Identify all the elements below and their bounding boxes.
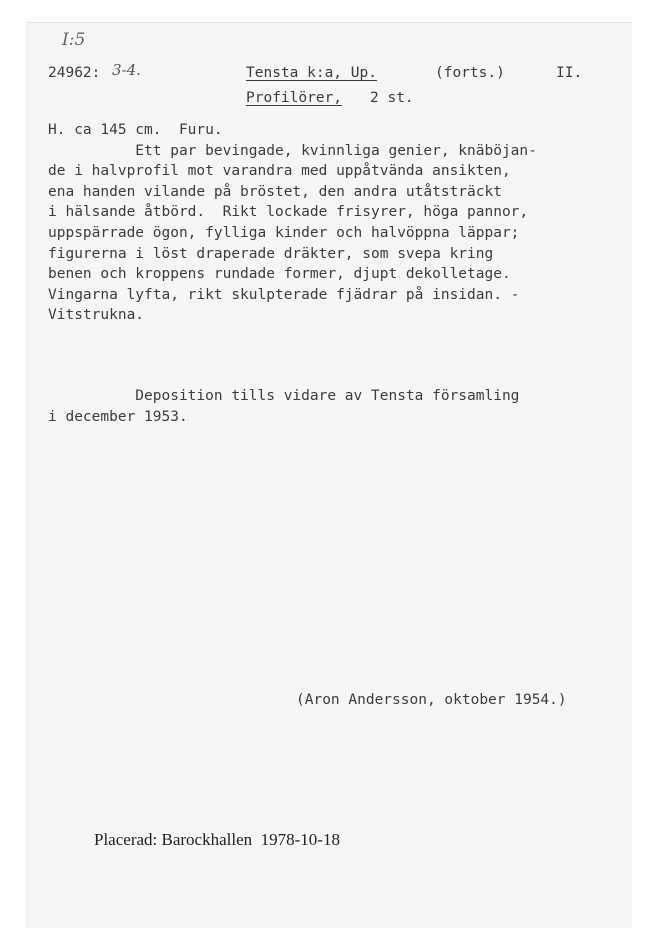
description-line: uppspärrade ögon, fylliga kinder och halvöppna läppar; — [48, 224, 520, 241]
description-line: ena handen vilande på bröstet, den andra utåtsträckt — [48, 183, 502, 200]
catalog-suffix: 3-4. — [112, 61, 141, 79]
deposition — [48, 386, 519, 427]
description-line: H. ca 145 cm. Furu. — [48, 122, 223, 138]
description-line: de i halvprofil mot varandra med uppåtvända ansikten, — [48, 163, 511, 180]
placement-stamp: Placerad: Barockhallen 1978-10-18 — [94, 830, 340, 849]
catalog-number: 24962: — [48, 65, 101, 81]
deposition-line: i december 1953. — [48, 408, 188, 425]
description-line: Ett par bevingade, kvinnliga genier, knäböjan- — [48, 142, 537, 159]
description-line: figurerna i löst draperade dräkter, som svepa kring — [48, 245, 494, 262]
place-heading: Tensta k:a, Up. — [246, 65, 377, 81]
subject-heading: Profilörer, — [246, 90, 343, 106]
author-signature: (Aron Andersson, oktober 1954.) — [296, 692, 567, 708]
description-line: i hälsande åtbörd. Rikt lockade frisyrer, höga pannor, — [48, 204, 529, 221]
description-line: Vingarna lyfta, rikt skulpterade fjädrar på insidan. - — [48, 286, 520, 303]
description-line: benen och kroppens rundade former, djupt dekolletage. — [48, 266, 511, 283]
description-line: Vitstrukna. — [48, 307, 145, 324]
page-numeral: II. — [556, 65, 583, 81]
quantity: 2 st. — [370, 90, 414, 106]
deposition-line: Deposition tills vidare av Tensta församling — [48, 388, 520, 404]
top-mark: I:5 — [62, 30, 86, 50]
description — [48, 120, 537, 326]
continued-note: (forts.) — [435, 65, 505, 81]
